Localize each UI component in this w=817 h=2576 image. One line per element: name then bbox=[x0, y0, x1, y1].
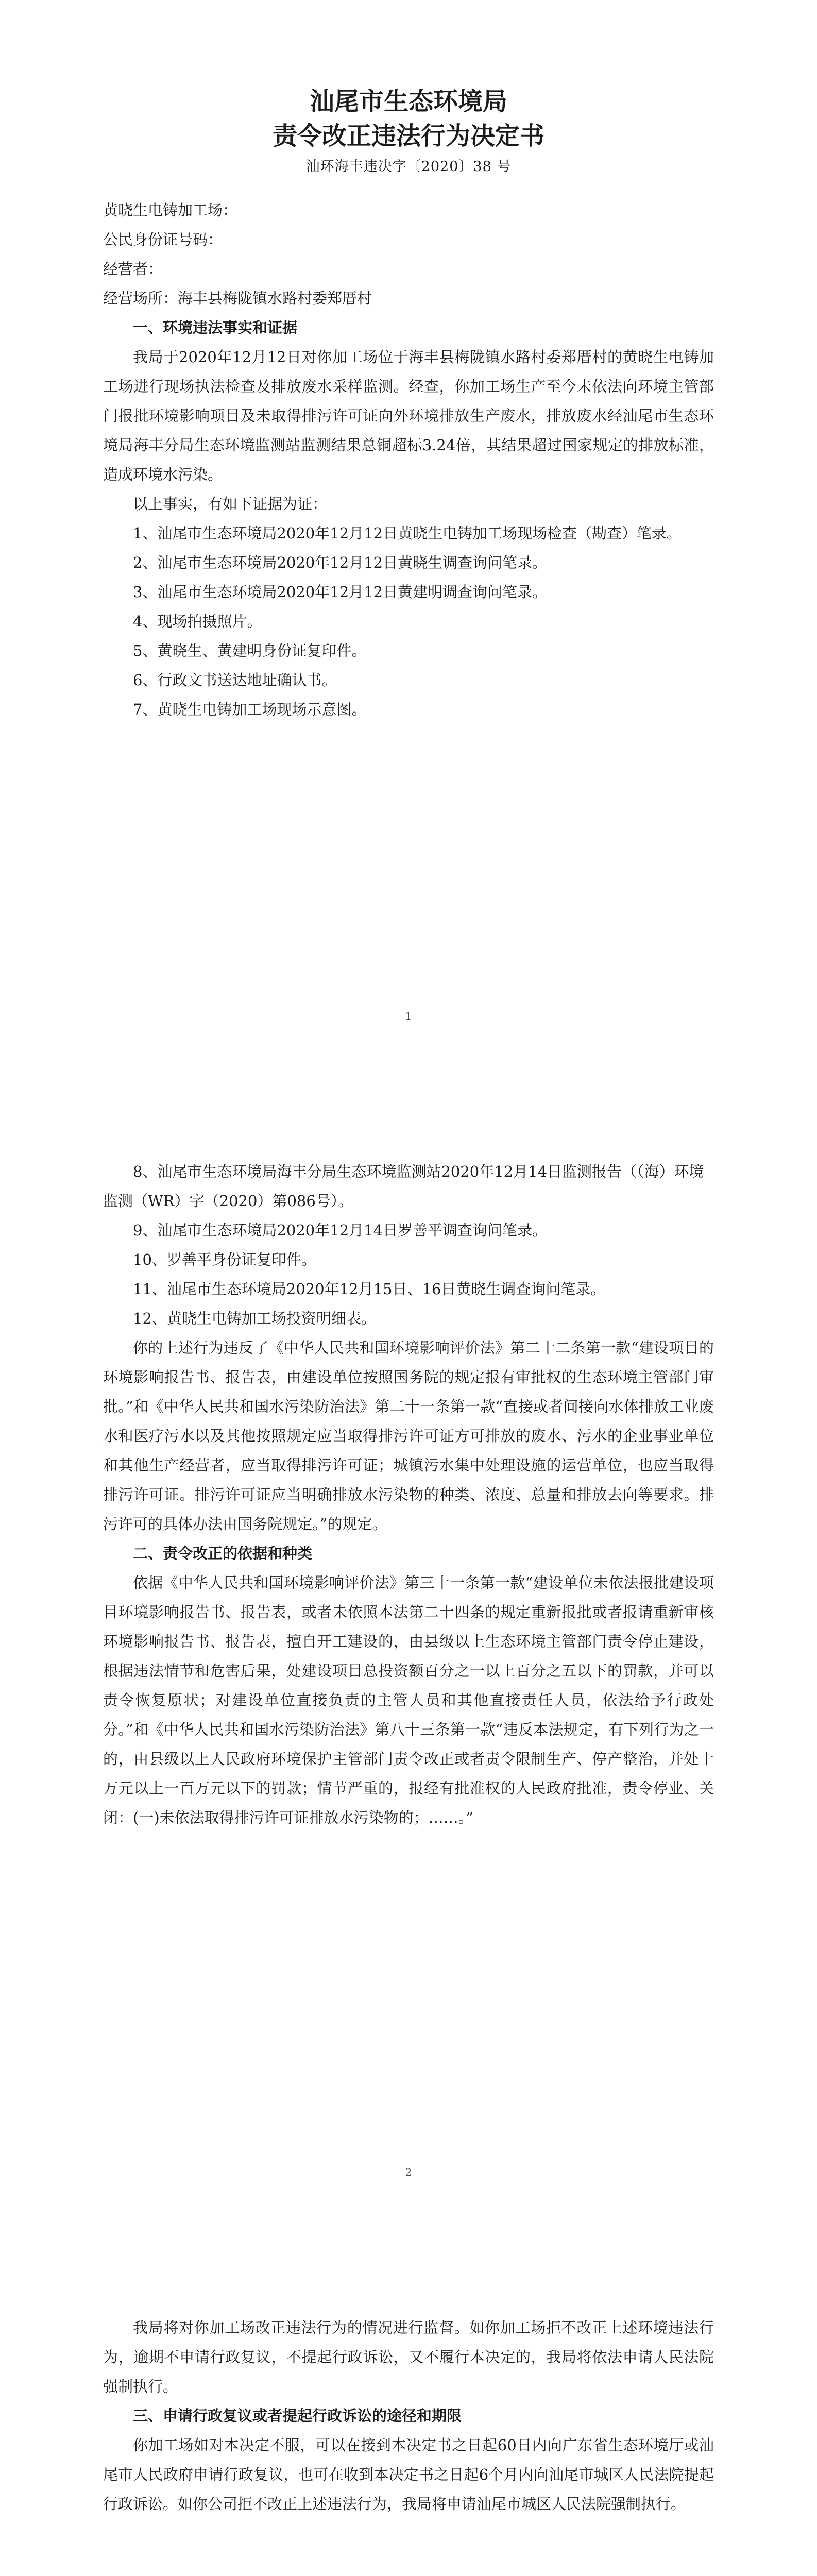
section-1-heading: 一、环境违法事实和证据 bbox=[133, 319, 298, 336]
evidence-item: 12、黄晓生电铸加工场投资明细表。 bbox=[133, 1310, 376, 1327]
appeal-paragraph: 你加工场如对本决定不服，可以在接到本决定书之日起60日内向广东省生态环境厅或汕尾市人民政府申请行政复议，也可在收到本决定书之日起6个月内向汕尾市城区人民法院提起行政诉讼。如你公司拒不改正上述违法行为，我局将申请汕尾市城区人民法院强制执行。 bbox=[103, 2436, 714, 2513]
section-3-heading: 三、申请行政复议或者提起行政诉讼的途径和期限 bbox=[133, 2407, 462, 2425]
party-name: 黄晓生电铸加工场： bbox=[103, 201, 238, 219]
evidence-item: 5、黄晓生、黄建明身份证复印件。 bbox=[133, 642, 367, 659]
evidence-intro: 以上事实，有如下证据为证： bbox=[133, 495, 328, 513]
doc-title-agency: 汕尾市生态环境局 bbox=[309, 87, 507, 116]
party-id-label: 公民身份证号码： bbox=[103, 231, 223, 248]
document-page-1 bbox=[0, 0, 817, 1156]
section-2-heading: 二、责令改正的依据和种类 bbox=[133, 1545, 313, 1562]
legal-basis-paragraph: 依据《中华人民共和国环境影响评价法》第三十一条第一款“建设单位未依法报批建设项目环境影响报告书、报告表，或者未依照本法第二十四条的规定重新报批或者报请重新审核环境影响报告书、报告表，擅自开工建设的，由县级以上生态环境主管部门责令停止建设，根据违法情节和危害后果，处建设项目总投资额百分之一以上百分之五以下的罚款，并可以责令恢复原状；对建设单位直接负责的主管人员和其他直接责任人员，依法给予行政处分。”和《中华人民共和国水污染防治法》第八十三条第一款“违反本法规定，有下列行为之一的，由县级以上人民政府环境保护主管部门责令改正或者责令限制生产、停产整治，并处十万元以上一百万元以下的罚款；情节严重的，报经有批准权的人民政府批准，责令停业、关闭：(一)未依法取得排污许可证排放水污染物的；……。” bbox=[103, 1574, 714, 1826]
page-2-body bbox=[103, 1157, 714, 1833]
evidence-item: 10、罗善平身份证复印件。 bbox=[133, 1251, 316, 1268]
document-page-3 bbox=[0, 2312, 817, 2576]
evidence-item: 8、汕尾市生态环境局海丰分局生态环境监测站2020年12月14日监测报告（（海）环境监测（WR）字（2020）第086号）。 bbox=[103, 1163, 704, 1210]
party-place: 经营场所：海丰县梅陇镇水路村委郑厝村 bbox=[103, 290, 372, 307]
page-number: 2 bbox=[405, 2166, 412, 2178]
doc-number: 汕环海丰违决字〔2020〕38 号 bbox=[305, 159, 512, 175]
evidence-item: 1、汕尾市生态环境局2020年12月12日黄晓生电铸加工场现场检查（勘查）笔录。 bbox=[133, 524, 682, 542]
doc-title: 责令改正违法行为决定书 bbox=[272, 122, 544, 150]
violation-paragraph: 你的上述行为违反了《中华人民共和国环境影响评价法》第二十二条第一款“建设项目的环境影响报告书、报告表，由建设单位按照国务院的规定报有审批权的生态环境主管部门审批。”和《中华人民共和国水污染防治法》第二十一条第一款“直接或者间接向水体排放工业废水和医疗污水以及其他按照规定应当取得排污许可证方可排放的废水、污水的企业事业单位和其他生产经营者，应当取得排污许可证；城镇污水集中处理设施的运营单位，也应当取得排污许可证。排污许可证应当明确排放水污染物的种类、浓度、总量和排放去向等要求。排污许可的具体办法由国务院规定。”的规定。 bbox=[103, 1339, 714, 1533]
evidence-item: 3、汕尾市生态环境局2020年12月12日黄建明调查询问笔录。 bbox=[133, 583, 548, 601]
document-page-2 bbox=[0, 1156, 817, 2312]
page-3-body bbox=[103, 2313, 714, 2519]
evidence-item: 2、汕尾市生态环境局2020年12月12日黄晓生调查询问笔录。 bbox=[133, 554, 548, 571]
evidence-item: 11、汕尾市生态环境局2020年12月15日、16日黄晓生调查询问笔录。 bbox=[133, 1280, 606, 1298]
evidence-item: 9、汕尾市生态环境局2020年12月14日罗善平调查询问笔录。 bbox=[133, 1222, 548, 1239]
section-1-facts: 我局于2020年12月12日对你加工场位于海丰县梅陇镇水路村委郑厝村的黄晓生电铸加工场进行现场执法检查及排放废水采样监测。经查，你加工场生产至今未依法向环境主管部门报批环境影响项目及未取得排污许可证向外环境排放生产废水，排放废水经汕尾市生态环境局海丰分局生态环境监测站监测结果总铜超标3.24倍，其结果超过国家规定的排放标准，造成环境水污染。 bbox=[103, 348, 714, 483]
evidence-item: 6、行政文书送达地址确认书。 bbox=[133, 671, 337, 689]
page-1-body bbox=[103, 196, 714, 724]
evidence-item: 4、现场拍摄照片。 bbox=[133, 613, 262, 630]
correction-order-paragraph: 我局将对你加工场改正违法行为的情况进行监督。如你加工场拒不改正上述环境违法行为，逾期不申请行政复议，不提起行政诉讼，又不履行本决定的，我局将依法申请人民法院强制执行。 bbox=[103, 2319, 714, 2395]
page-number: 1 bbox=[405, 1010, 412, 1022]
evidence-item: 7、黄晓生电铸加工场现场示意图。 bbox=[133, 701, 367, 718]
party-operator-label: 经营者： bbox=[103, 260, 163, 278]
